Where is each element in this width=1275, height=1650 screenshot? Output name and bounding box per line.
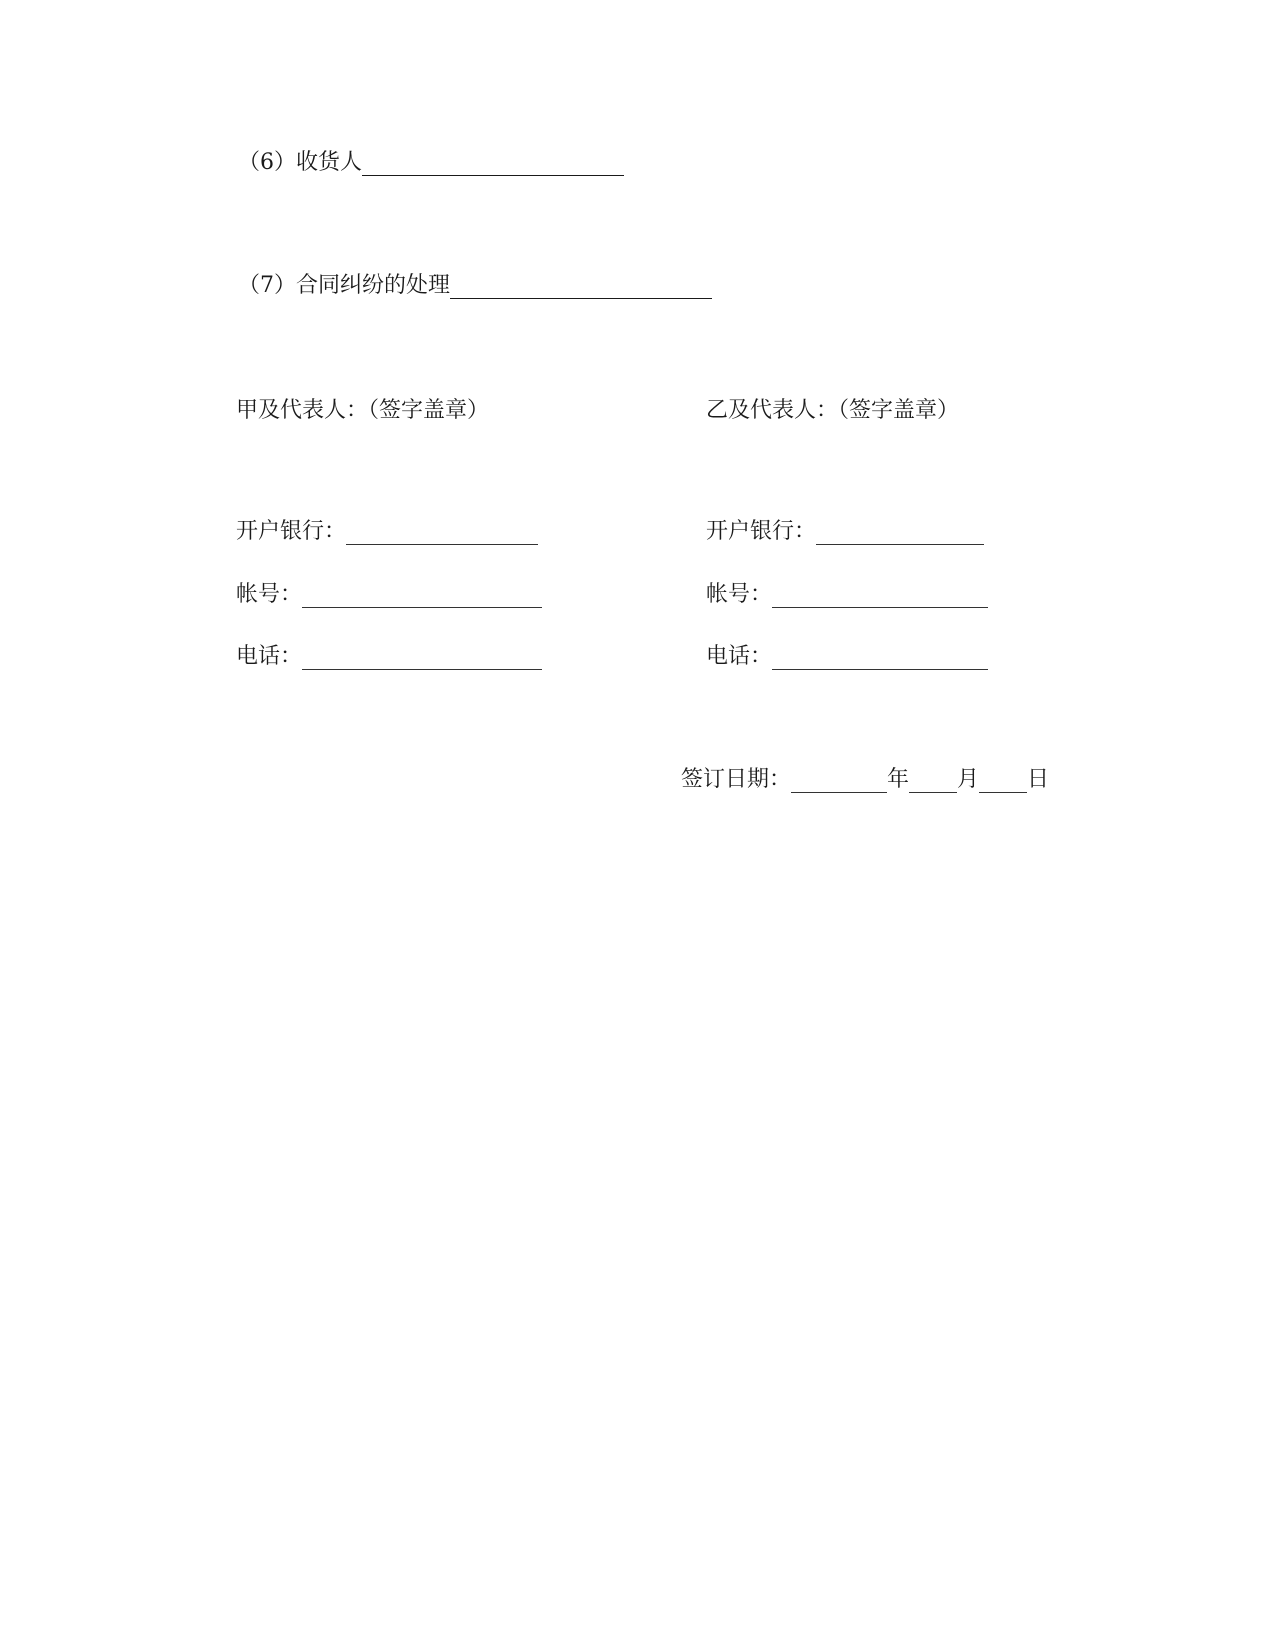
party-b-account-blank[interactable] — [772, 585, 988, 608]
party-a-bank-label: 开户银行： — [236, 519, 347, 544]
party-a-signature-label: 甲及代表人：（签字盖章） — [236, 398, 490, 423]
clause-6-label: （6）收货人 — [238, 150, 362, 175]
party-a-bank — [236, 517, 538, 547]
month-label: 月 — [957, 767, 980, 792]
party-a-bank-blank[interactable] — [346, 522, 538, 545]
party-b-account — [706, 580, 988, 610]
month-blank[interactable] — [909, 770, 957, 793]
dispute-blank[interactable] — [450, 276, 712, 299]
party-b-bank — [706, 517, 984, 547]
party-a-phone-label: 电话： — [236, 644, 303, 669]
signing-date-label: 签订日期： — [681, 767, 792, 792]
clause-7-label: （7）合同纠纷的处理 — [238, 273, 450, 298]
party-b-signature-label: 乙及代表人：（签字盖章） — [706, 398, 960, 423]
party-b-bank-blank[interactable] — [816, 522, 984, 545]
party-b-account-label: 帐号： — [706, 582, 773, 607]
party-b-phone — [706, 642, 988, 672]
party-a-account-blank[interactable] — [302, 585, 542, 608]
day-label: 日 — [1027, 767, 1050, 792]
party-b-signature — [706, 396, 959, 426]
clause-6-consignee — [238, 148, 624, 178]
day-blank[interactable] — [979, 770, 1027, 793]
signing-date — [681, 765, 1049, 795]
year-label: 年 — [887, 767, 910, 792]
party-b-phone-blank[interactable] — [772, 647, 988, 670]
consignee-blank[interactable] — [362, 153, 624, 176]
clause-7-dispute — [238, 271, 712, 301]
party-a-signature — [236, 396, 489, 426]
party-b-phone-label: 电话： — [706, 644, 773, 669]
party-b-bank-label: 开户银行： — [706, 519, 817, 544]
party-a-phone-blank[interactable] — [302, 647, 542, 670]
year-blank[interactable] — [791, 770, 887, 793]
party-a-phone — [236, 642, 542, 672]
party-a-account — [236, 580, 542, 610]
party-a-account-label: 帐号： — [236, 582, 303, 607]
